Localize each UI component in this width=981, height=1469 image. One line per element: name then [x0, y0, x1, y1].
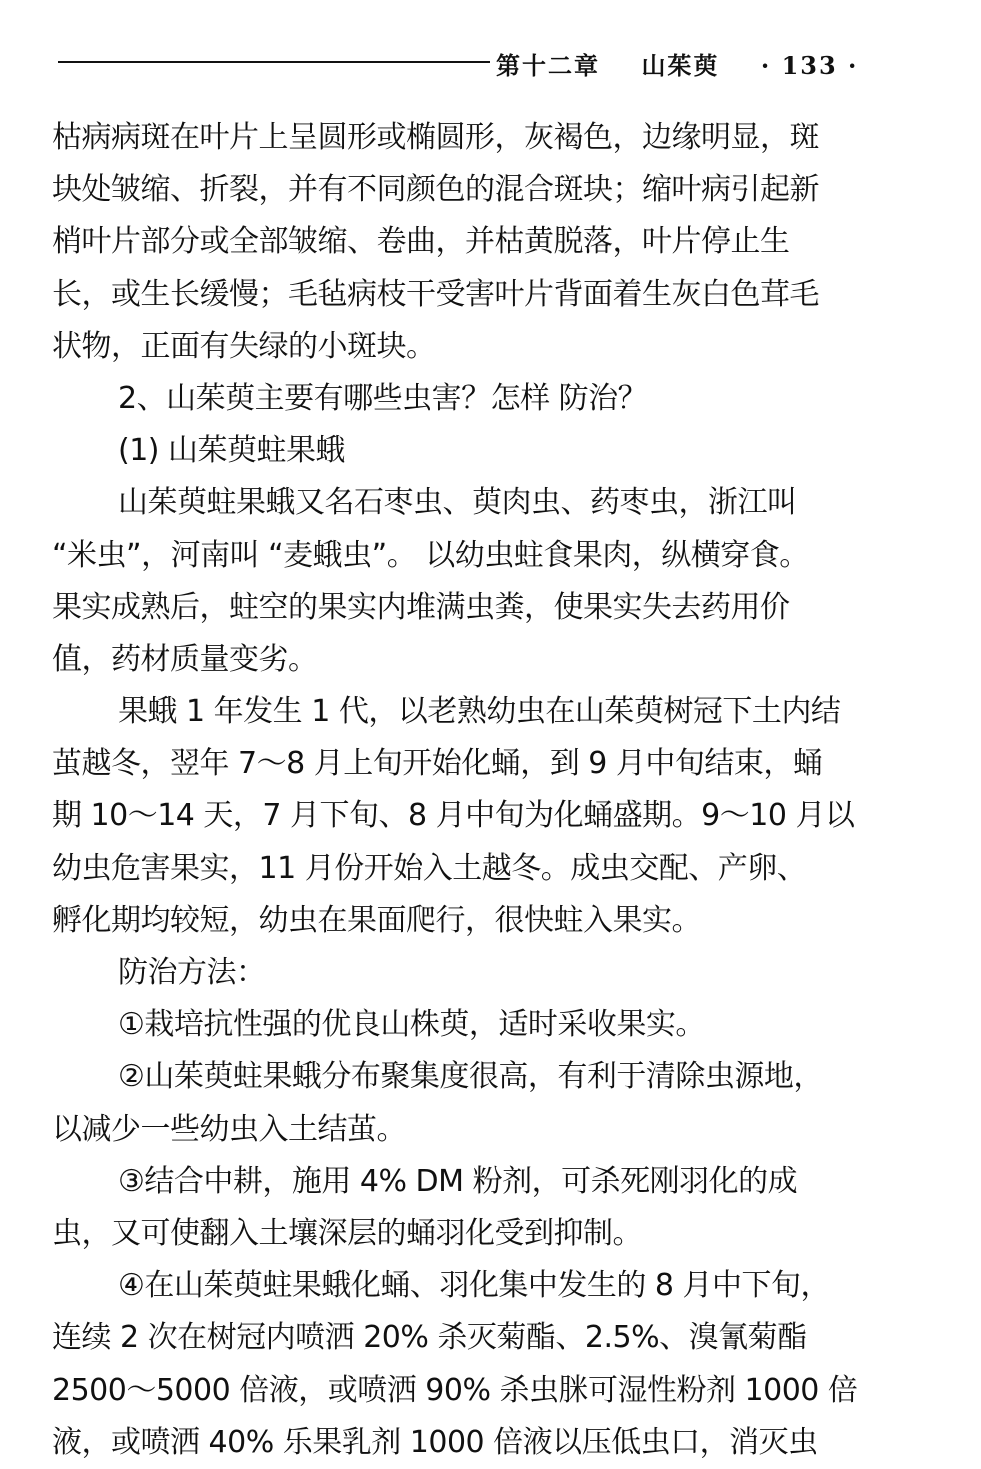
text-line: 块处皱缩、折裂，并有不同颜色的混合斑块；缩叶病引起新: [52, 172, 819, 208]
text-line: 值，药材质量变劣。: [52, 641, 318, 677]
heading-line: 2、山茱萸主要有哪些虫害？怎样 防治？: [118, 380, 648, 416]
text-line: 果蛾 1 年发生 1 代，以老熟幼虫在山茱萸树冠下土内结: [118, 694, 841, 730]
text-line: ②山茱萸蛀果蛾分布聚集度很高，有利于清除虫源地，: [118, 1059, 823, 1095]
header-rule: [58, 61, 490, 63]
text-line: 枯病病斑在叶片上呈圆形或椭圆形，灰褐色，边缘明显，斑: [52, 120, 819, 155]
text-line: 状物，正面有失绿的小斑块。: [52, 328, 436, 364]
text-line: 2500～5000 倍液，或喷洒 90% 杀虫脒可湿性粉剂 1000 倍: [52, 1372, 858, 1408]
text-line: 幼虫危害果实，11 月份开始入土越冬。成虫交配、产卵、: [52, 850, 807, 886]
control-method-2: [52, 1051, 882, 1155]
text-line: ④在山茱萸蛀果蛾化蛹、羽化集中发生的 8 月中下旬，: [118, 1268, 831, 1304]
subheading-fruit-moth: [52, 425, 882, 477]
text-line: 连续 2 次在树冠内喷洒 20% 杀灭菊酯、2.5%、溴氰菊酯: [52, 1320, 807, 1356]
header-text: [496, 46, 858, 81]
text-line: 虫，又可使翻入土壤深层的蛹羽化受到抑制。: [52, 1215, 642, 1251]
text-line: ①栽培抗性强的优良山株萸，适时采收果实。: [118, 1007, 705, 1043]
paragraph-fruit-moth-names: [52, 477, 882, 686]
text-line: 山茱萸蛀果蛾又名石枣虫、萸肉虫、药枣虫，浙江叫: [118, 485, 797, 521]
text-line: 长，或生长缓慢；毛毡病枝干受害叶片背面着生灰白色茸毛: [52, 276, 819, 312]
text-line: 果实成熟后，蛀空的果实内堆满虫粪，使果实失去药用价: [52, 589, 790, 625]
text-line: 茧越冬，翌年 7～8 月上旬开始化蛹，到 9 月中旬结束，蛹: [52, 746, 823, 782]
text-line: 孵化期均较短，幼虫在果面爬行，很快蛀入果实。: [52, 902, 701, 938]
section-heading-pests: [52, 373, 882, 425]
control-method-1: [52, 999, 882, 1051]
control-methods-heading: [52, 947, 882, 999]
text-line: 期 10～14 天，7 月下旬、8 月中旬为化蛹盛期。9～10 月以: [52, 798, 855, 834]
chapter-label: 第十二章: [496, 51, 600, 80]
text-line: 液，或喷洒 40% 乐果乳剂 1000 倍液以压低虫口，消灭虫: [52, 1424, 818, 1460]
paragraph-life-cycle: [52, 686, 882, 947]
heading-line: (1) 山茱萸蛀果蛾: [118, 433, 346, 469]
heading-line: 防治方法：: [118, 955, 266, 990]
text-line: ③结合中耕，施用 4% DM 粉剂，可杀死刚羽化的成: [118, 1163, 798, 1199]
control-method-3: [52, 1156, 882, 1260]
page-body: [52, 112, 882, 1469]
paragraph-leaf-diseases: [52, 112, 882, 373]
text-line: “米虫”，河南叫 “麦蛾虫”。 以幼虫蛀食果肉，纵横穿食。: [52, 537, 809, 573]
page-number: · 133 ·: [760, 51, 859, 80]
control-method-4: [52, 1260, 882, 1469]
running-header: [58, 44, 859, 80]
text-line: 以减少一些幼虫入土结茧。: [52, 1111, 406, 1147]
chapter-title: 山茱萸: [641, 51, 720, 80]
text-line: 梢叶片部分或全部皱缩、卷曲，并枯黄脱落，叶片停止生: [52, 224, 790, 260]
